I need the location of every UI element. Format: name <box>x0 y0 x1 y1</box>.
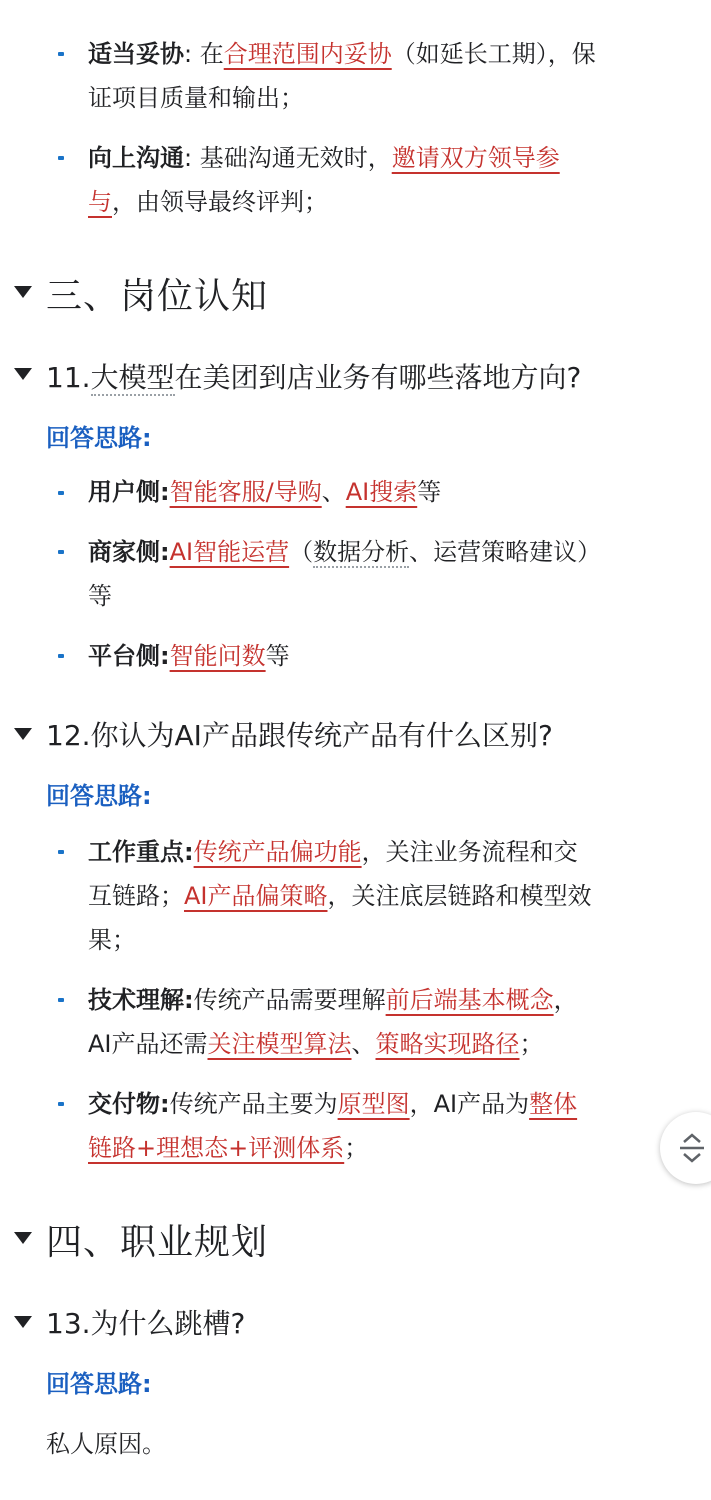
collapse-triangle-icon[interactable] <box>14 368 32 380</box>
list-item <box>88 634 668 678</box>
dotted-term[interactable]: 数据分析 <box>313 538 410 566</box>
highlight-link[interactable]: 链路+理想态+评测体系 <box>88 1134 345 1162</box>
item-label: 平台侧: <box>88 642 170 670</box>
item-label: 技术理解: <box>88 986 194 1014</box>
answer-label: 回答思路: <box>46 424 152 452</box>
bullet-icon <box>58 1102 64 1106</box>
highlight-link[interactable]: 整体 <box>529 1090 578 1118</box>
question-text: 在美团到店业务有哪些落地方向? <box>174 361 582 394</box>
item-label: 交付物: <box>88 1090 170 1118</box>
item-text: （ <box>289 538 314 566</box>
item-text: 传统产品需要理解 <box>193 986 386 1014</box>
highlight-link[interactable]: 邀请双方领导参 <box>391 144 560 172</box>
section-heading: 三、岗位认知 <box>46 276 269 317</box>
list-item-escalate <box>88 136 668 224</box>
item-text: （如延长工期），保 <box>391 40 596 68</box>
question-number: 11. <box>46 361 91 394</box>
item-text: 证项目质量和输出； <box>88 84 304 112</box>
item-text: ， <box>553 986 578 1014</box>
collapse-triangle-icon[interactable] <box>14 286 32 298</box>
dotted-term[interactable]: 大模型 <box>90 361 175 394</box>
item-label: 工作重点: <box>88 838 194 866</box>
highlight-link[interactable]: 关注模型算法 <box>207 1030 352 1058</box>
collapse-triangle-icon[interactable] <box>14 728 32 740</box>
collapse-triangle-icon[interactable] <box>14 1316 32 1328</box>
item-text: AI产品还需 <box>88 1030 208 1058</box>
item-label: 商家侧: <box>88 538 170 566</box>
item-label: 适当妥协 <box>88 40 184 68</box>
highlight-link[interactable]: 与 <box>88 188 112 216</box>
item-sep: : 在 <box>184 40 224 68</box>
item-text: ，AI产品为 <box>409 1090 530 1118</box>
item-text: ； <box>344 1134 369 1162</box>
highlight-link[interactable]: AI搜索 <box>345 478 418 506</box>
highlight-link[interactable]: 合理范围内妥协 <box>223 40 392 68</box>
highlight-link[interactable]: 策略实现路径 <box>375 1030 520 1058</box>
item-text: ，关注业务流程和交 <box>361 838 578 866</box>
question-heading: 13.为什么跳槽? <box>46 1307 246 1340</box>
highlight-link[interactable]: AI产品偏策略 <box>184 882 328 910</box>
item-text: 等 <box>417 478 442 506</box>
item-text: ，由领导最终评判； <box>112 188 328 216</box>
list-item <box>88 470 668 514</box>
list-item-compromise <box>88 32 668 120</box>
list-item <box>88 830 668 962</box>
scroll-expand-button[interactable] <box>660 1112 711 1184</box>
bullet-icon <box>58 850 64 854</box>
question-heading: 12.你认为AI产品跟传统产品有什么区别? <box>46 719 553 752</box>
answer-label: 回答思路: <box>46 1370 152 1398</box>
bullet-icon <box>58 156 64 160</box>
highlight-link[interactable]: 智能问数 <box>169 642 266 670</box>
question-heading <box>46 356 581 396</box>
highlight-link[interactable]: 传统产品偏功能 <box>193 838 362 866</box>
item-text: 果； <box>88 926 136 954</box>
highlight-link[interactable]: AI智能运营 <box>169 538 290 566</box>
bullet-icon <box>58 550 64 554</box>
item-sep: : 基础沟通无效时， <box>184 144 392 172</box>
item-text: 、运营策略建议） <box>409 538 602 566</box>
highlight-link[interactable]: 前后端基本概念 <box>385 986 554 1014</box>
collapse-triangle-icon[interactable] <box>14 1232 32 1244</box>
item-sep: 、 <box>321 478 346 506</box>
answer-text: 私人原因。 <box>46 1430 166 1458</box>
item-text: ； <box>519 1030 544 1058</box>
answer-label: 回答思路: <box>46 782 152 810</box>
section-heading: 四、职业规划 <box>46 1222 269 1263</box>
item-sep: 、 <box>351 1030 376 1058</box>
highlight-link[interactable]: 智能客服/导购 <box>169 478 322 506</box>
list-item <box>88 1082 668 1170</box>
list-item <box>88 530 668 618</box>
item-text: 等 <box>88 582 112 610</box>
scroll-expand-icon <box>660 1112 711 1184</box>
item-text: 等 <box>265 642 290 670</box>
highlight-link[interactable]: 原型图 <box>337 1090 410 1118</box>
list-item <box>88 978 668 1066</box>
item-text: 互链路； <box>88 882 184 910</box>
bullet-icon <box>58 654 64 658</box>
item-text: ，关注底层链路和模型效 <box>327 882 592 910</box>
item-label: 用户侧: <box>88 478 170 506</box>
bullet-icon <box>58 491 64 495</box>
item-text: 传统产品主要为 <box>169 1090 338 1118</box>
bullet-icon <box>58 998 64 1002</box>
bullet-icon <box>58 52 64 56</box>
item-label: 向上沟通 <box>88 144 184 172</box>
